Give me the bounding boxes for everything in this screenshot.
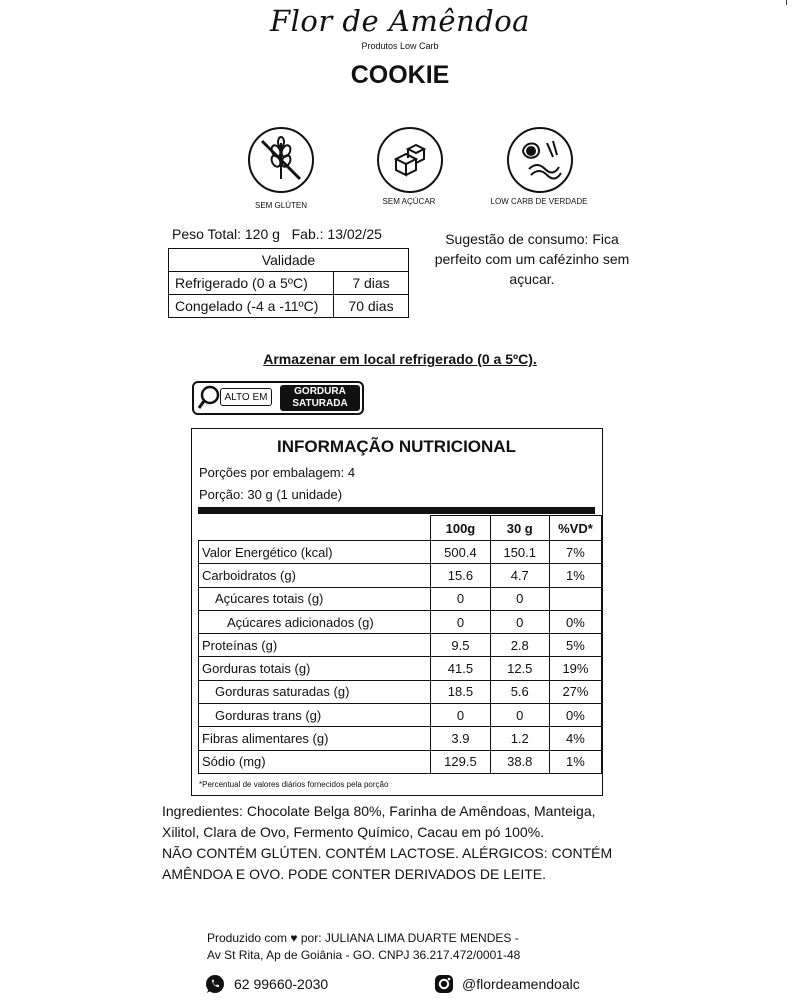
nutrition-title: INFORMAÇÃO NUTRICIONAL [277,437,516,456]
nutrient-name: Gorduras trans (g) [199,704,431,727]
producer-info [207,930,520,964]
phone-number: 62 99660-2030 [234,976,329,992]
total-weight: Peso Total: 120 g [172,226,280,242]
value-portion: 4.7 [490,564,549,587]
fabrication-date: Fab.: 13/02/25 [291,226,382,242]
value-vd: 19% [549,657,601,680]
producer-address: Av St Rita, Ap de Goiânia - GO. CNPJ 36.217.472/0001-48 [207,948,521,962]
nutrient-name: Proteínas (g) [199,634,431,657]
table-row [199,727,602,750]
producer-line-1 [207,930,520,947]
thick-divider [198,507,595,514]
high-in-alert [192,381,364,415]
value-100g: 500.4 [431,541,490,564]
validity-header: Validade [169,249,409,272]
product-title: COOKIE [350,61,450,89]
table-row [199,610,602,633]
value-vd: 1% [549,564,601,587]
value-100g: 18.5 [431,680,490,703]
value-portion: 2.8 [490,634,549,657]
alto-em-label: ALTO EM [220,388,272,406]
weight-fab-line [172,226,382,242]
validity-table [168,248,409,318]
value-100g: 0 [431,610,490,633]
table-row [199,680,602,703]
nutrition-facts-panel [191,428,603,796]
gordura-saturada-label [280,385,360,411]
whatsapp-icon [205,974,225,994]
badge-label-sem-acucar: SEM AÇÚCAR [382,197,436,206]
nutrition-footnote: *Percentual de valores diários fornecidos pela porção [199,780,389,789]
value-portion: 0 [490,587,549,610]
table-row [199,750,602,773]
badge-label-sem-gluten: SEM GLÚTEN [254,201,307,210]
value-100g: 9.5 [431,634,490,657]
ingredients-line: Ingredientes: Chocolate Belga 80%, Farinha de Amêndoas, Manteiga, [162,803,596,819]
servings-per-package: Porções por embalagem: 4 [199,465,356,480]
wheat-crossed-icon [248,127,314,193]
nutrient-name: Gorduras saturadas (g) [199,680,431,703]
value-vd: 0% [549,610,601,633]
allergen-line: NÃO CONTÉM GLÚTEN. CONTÉM LACTOSE. ALÉRGICOS: CONTÉM [162,845,613,861]
badge-label-low-carb: LOW CARB DE VERDADE [490,197,588,206]
value-vd: 4% [549,727,601,750]
value-100g: 0 [431,587,490,610]
column-header: %VD* [549,516,601,541]
allergen-line: AMÊNDOA E OVO. PODE CONTER DERIVADOS DE LEITE. [162,866,547,882]
validity-row-label: Congelado (-4 a -11ºC) [169,295,334,318]
nutrient-name: Valor Energético (kcal) [199,541,431,564]
value-portion: 38.8 [490,750,549,773]
value-100g: 0 [431,704,490,727]
alert-line-2: SATURADA [292,398,348,409]
nutrition-table [198,515,602,774]
producer-prefix: Produzido com [207,931,288,945]
value-vd: 5% [549,634,601,657]
egg-bacon-icon [507,127,573,193]
value-100g: 41.5 [431,657,490,680]
sugar-cubes-icon [377,127,443,193]
alert-line-1: GORDURA [294,386,346,397]
value-portion: 0 [490,704,549,727]
table-row [199,564,602,587]
producer-name: por: JULIANA LIMA DUARTE MENDES - [300,931,519,945]
ingredients-line: Xilitol, Clara de Ovo, Fermento Químico, Cacau em pó 100%. [162,824,545,840]
ingredients-block [162,801,652,885]
value-100g: 3.9 [431,727,490,750]
value-vd: 7% [549,541,601,564]
table-row [199,657,602,680]
validity-row-value: 70 dias [334,295,409,318]
validity-row-value: 7 dias [334,272,409,295]
table-row [199,704,602,727]
value-portion: 150.1 [490,541,549,564]
value-portion: 12.5 [490,657,549,680]
column-header: 30 g [490,516,549,541]
nutrient-name: Carboidratos (g) [199,564,431,587]
column-header: 100g [431,516,490,541]
brand-logo-text: Flor de Amêndoa [270,4,530,38]
value-vd: 0% [549,704,601,727]
table-row [199,587,602,610]
brand-tagline: Produtos Low Carb [361,41,439,51]
consumption-suggestion: Sugestão de consumo: Fica perfeito com um cafézinho sem açucar. [434,231,630,287]
value-vd [549,587,601,610]
value-portion: 5.6 [490,680,549,703]
value-vd: 27% [549,680,601,703]
nutrition-header-row [199,516,602,541]
nutrient-name: Açúcares adicionados (g) [199,610,431,633]
nutrient-name: Açúcares totais (g) [199,587,431,610]
nutrient-name: Fibras alimentares (g) [199,727,431,750]
nutrient-name: Gorduras totais (g) [199,657,431,680]
value-portion: 0 [490,610,549,633]
heart-icon: ♥ [290,931,298,945]
serving-size: Porção: 30 g (1 unidade) [199,487,343,502]
validity-row-label: Refrigerado (0 a 5ºC) [169,272,334,295]
nutrient-name: Sódio (mg) [199,750,431,773]
table-row [199,634,602,657]
magnifier-icon [197,385,221,411]
value-100g: 15.6 [431,564,490,587]
instagram-icon [434,974,454,994]
instagram-handle: @flordeamendoalc [462,976,580,992]
value-portion: 1.2 [490,727,549,750]
storage-instruction: Armazenar em local refrigerado (0 a 5ºC). [263,351,537,367]
table-row [199,541,602,564]
value-100g: 129.5 [431,750,490,773]
value-vd: 1% [549,750,601,773]
header-blank [199,516,431,541]
